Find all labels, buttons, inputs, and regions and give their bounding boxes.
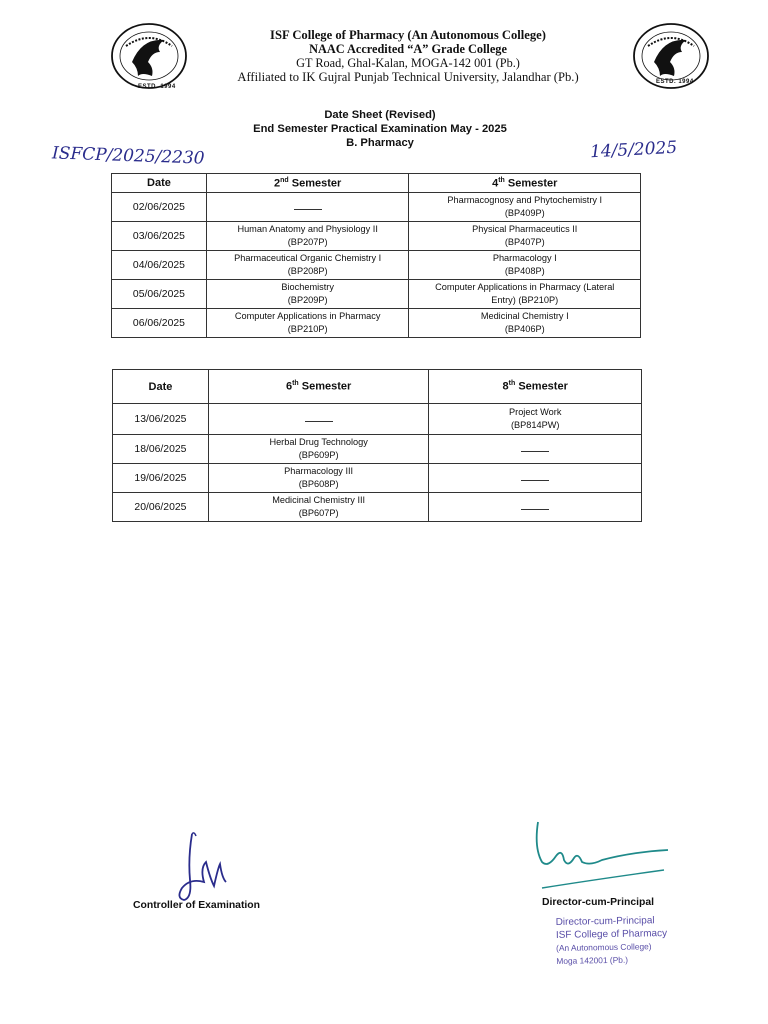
controller-of-examination-label: Controller of Examination [133,900,261,911]
table-row [112,309,641,338]
college-address: GT Road, Ghal-Kalan, MOGA-142 001 (Pb.) [296,56,520,70]
date-cell: 06/06/2025 [112,309,207,338]
table-row [112,222,641,251]
subject-cell [409,193,641,222]
table-header-row [112,174,641,193]
program-title: B. Pharmacy [346,137,414,149]
table-row [113,404,642,435]
semester-4-column-header: 4th Semester [409,174,641,193]
subject-cell [208,404,429,435]
subject-cell [206,309,409,338]
date-cell: 13/06/2025 [113,404,209,435]
director-label: Director-cum-Principal [542,897,655,908]
controller-signature-icon [170,828,250,908]
subject-cell [429,404,642,435]
date-cell: 02/06/2025 [112,193,207,222]
semester-6-8-table [112,369,642,522]
subject-code: (BP408P) [504,266,545,276]
subject-cell [208,464,429,493]
subject-name: Pharmaceutical Organic Chemistry I [234,253,382,263]
semester-2-column-header: 2nd Semester [206,174,409,193]
principal-stamp [556,914,668,968]
semester-6-column-header: 6th Semester [208,370,429,404]
semester-2-4-table [111,173,641,338]
subject-cell [206,251,409,280]
date-cell: 04/06/2025 [112,251,207,280]
date-cell: 18/06/2025 [113,435,209,464]
subject-name: Medicinal Chemistry I [480,311,569,321]
logo-caption-left: ESTD. 1994 [138,84,176,90]
subject-code: (BP609P) [298,450,339,460]
subject-code: (BP407P) [504,237,545,247]
subject-name: Computer Applications in Pharmacy [234,311,381,321]
subject-cell [409,280,641,309]
subject-cell [208,493,429,522]
affiliation: Affiliated to IK Gujral Punjab Technical University, Jalandhar (Pb.) [237,70,579,84]
stamp-line-2: ISF College of Pharmacy [555,928,668,941]
handwritten-reference-number: ISFCP/2025/2230 [51,143,205,169]
handwritten-date: 14/5/2025 [589,137,678,163]
no-exam-dash-icon [521,509,549,510]
date-cell: 19/06/2025 [113,464,209,493]
subject-code: (BP607P) [298,508,339,518]
exam-title: End Semester Practical Examination May - 2025 [253,123,507,135]
subject-cell [206,280,409,309]
subject-name: Human Anatomy and Physiology II [237,224,378,234]
subject-name: Biochemistry [281,282,334,292]
subject-name: Physical Pharmaceutics II [472,224,578,234]
stamp-line-1: Director-cum-Principal [555,915,655,928]
no-exam-dash-icon [521,480,549,481]
logo-caption-right: ESTD. 1994 [656,79,694,85]
date-cell: 20/06/2025 [113,493,209,522]
date-column-header: Date [112,174,207,193]
no-exam-dash-icon [294,209,322,210]
table-row [113,464,642,493]
letterhead [196,28,620,84]
subject-cell [206,222,409,251]
subject-name: Pharmacology III [284,466,354,476]
subject-cell [208,435,429,464]
subject-name: Computer Applications in Pharmacy (Lateral [435,282,615,292]
subject-code: (BP207P) [287,237,328,247]
stamp-line-3: (An Autonomous College) [556,941,652,953]
stamp-line-4: Moga 142001 (Pb.) [556,954,629,966]
subject-cell [429,493,642,522]
semester-8-column-header: 8th Semester [429,370,642,404]
subject-code: (BP210P) [287,324,328,334]
date-cell: 03/06/2025 [112,222,207,251]
college-name: ISF College of Pharmacy (An Autonomous College) [270,28,546,42]
subject-code: (BP406P) [504,324,545,334]
accreditation: NAAC Accredited “A” Grade College [309,42,507,56]
subject-name: Pharmacology I [492,253,557,263]
document-titles [180,108,580,150]
table-row [113,435,642,464]
subject-name: Pharmacognosy and Phytochemistry I [447,195,603,205]
no-exam-dash-icon [521,451,549,452]
table-row [112,280,641,309]
subject-name: Project Work [509,407,562,417]
table-row [112,251,641,280]
subject-code: Entry) (BP210P) [491,295,559,305]
subject-code: (BP209P) [287,295,328,305]
subject-cell [409,222,641,251]
table-header-row [113,370,642,404]
subject-name: Herbal Drug Technology [269,437,368,447]
subject-code: (BP409P) [504,208,545,218]
subject-code: (BP608P) [298,479,339,489]
subject-cell [206,193,409,222]
table-row [112,193,641,222]
subject-cell [409,251,641,280]
director-signature-icon [532,818,672,898]
date-column-header: Date [113,370,209,404]
subject-code: (BP208P) [287,266,328,276]
subject-cell [429,435,642,464]
subject-name: Medicinal Chemistry III [272,495,366,505]
subject-code: (BP814PW) [510,420,560,430]
subject-cell [409,309,641,338]
date-cell: 05/06/2025 [112,280,207,309]
sheet-title: Date Sheet (Revised) [324,109,436,121]
no-exam-dash-icon [305,421,333,422]
table-row [113,493,642,522]
subject-cell [429,464,642,493]
